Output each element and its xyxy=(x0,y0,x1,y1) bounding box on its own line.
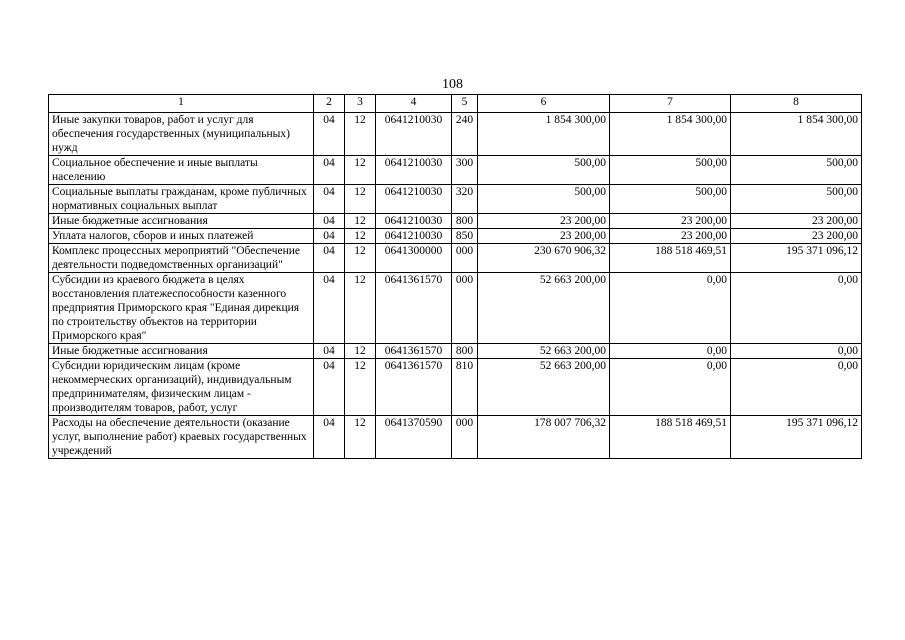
row-name-cell: Уплата налогов, сборов и иных платежей xyxy=(49,229,314,244)
target-article-cell: 0641370590 xyxy=(376,416,452,459)
amount-col7-cell: 1 854 300,00 xyxy=(610,113,731,156)
amount-col7-cell: 500,00 xyxy=(610,185,731,214)
section-code-cell: 04 xyxy=(314,113,345,156)
expense-type-cell: 240 xyxy=(452,113,478,156)
table-row xyxy=(49,359,862,416)
expense-type-cell: 810 xyxy=(452,359,478,416)
table-row xyxy=(49,244,862,273)
subsection-code-cell: 12 xyxy=(345,416,376,459)
table-body xyxy=(49,113,862,459)
target-article-cell: 0641300000 xyxy=(376,244,452,273)
amount-col6-cell: 178 007 706,32 xyxy=(478,416,610,459)
target-article-cell: 0641210030 xyxy=(376,156,452,185)
row-name-cell: Субсидии юридическим лицам (кроме некоммерческих организаций), индивидуальным предпринимателям, физическим лицам - производителям товаров, работ, услуг xyxy=(49,359,314,416)
table-row xyxy=(49,185,862,214)
budget-table xyxy=(48,94,862,459)
expense-type-cell: 000 xyxy=(452,416,478,459)
expense-type-cell: 320 xyxy=(452,185,478,214)
table-row xyxy=(49,229,862,244)
section-code-cell: 04 xyxy=(314,214,345,229)
amount-col8-cell: 500,00 xyxy=(731,185,862,214)
amount-col6-cell: 1 854 300,00 xyxy=(478,113,610,156)
page-number: 108 xyxy=(442,77,463,92)
target-article-cell: 0641361570 xyxy=(376,344,452,359)
subsection-code-cell: 12 xyxy=(345,156,376,185)
amount-col7-cell: 188 518 469,51 xyxy=(610,244,731,273)
section-code-cell: 04 xyxy=(314,244,345,273)
subsection-code-cell: 12 xyxy=(345,344,376,359)
amount-col6-cell: 500,00 xyxy=(478,185,610,214)
amount-col8-cell: 0,00 xyxy=(731,359,862,416)
amount-col7-cell: 0,00 xyxy=(610,359,731,416)
row-name-cell: Расходы на обеспечение деятельности (оказание услуг, выполнение работ) краевых государственных учреждений xyxy=(49,416,314,459)
subsection-code-cell: 12 xyxy=(345,273,376,344)
expense-type-cell: 000 xyxy=(452,273,478,344)
section-code-cell: 04 xyxy=(314,185,345,214)
target-article-cell: 0641210030 xyxy=(376,214,452,229)
amount-col7-cell: 23 200,00 xyxy=(610,214,731,229)
subsection-code-cell: 12 xyxy=(345,113,376,156)
amount-col7-cell: 0,00 xyxy=(610,273,731,344)
section-code-cell: 04 xyxy=(314,273,345,344)
amount-col8-cell: 23 200,00 xyxy=(731,214,862,229)
table-row xyxy=(49,344,862,359)
subsection-code-cell: 12 xyxy=(345,244,376,273)
amount-col7-cell: 0,00 xyxy=(610,344,731,359)
column-header: 6 xyxy=(478,95,610,113)
target-article-cell: 0641361570 xyxy=(376,359,452,416)
table-row xyxy=(49,273,862,344)
amount-col8-cell: 195 371 096,12 xyxy=(731,416,862,459)
row-name-cell: Социальные выплаты гражданам, кроме публичных нормативных социальных выплат xyxy=(49,185,314,214)
amount-col8-cell: 1 854 300,00 xyxy=(731,113,862,156)
row-name-cell: Социальное обеспечение и иные выплаты населению xyxy=(49,156,314,185)
subsection-code-cell: 12 xyxy=(345,229,376,244)
amount-col8-cell: 195 371 096,12 xyxy=(731,244,862,273)
amount-col6-cell: 52 663 200,00 xyxy=(478,359,610,416)
section-code-cell: 04 xyxy=(314,156,345,185)
amount-col6-cell: 23 200,00 xyxy=(478,229,610,244)
row-name-cell: Субсидии из краевого бюджета в целях восстановления платежеспособности казенного предприятия Приморского края "Единая дирекция по строительству объектов на территории Приморского края" xyxy=(49,273,314,344)
column-header: 1 xyxy=(49,95,314,113)
section-code-cell: 04 xyxy=(314,344,345,359)
section-code-cell: 04 xyxy=(314,359,345,416)
expense-type-cell: 800 xyxy=(452,344,478,359)
expense-type-cell: 300 xyxy=(452,156,478,185)
amount-col8-cell: 0,00 xyxy=(731,344,862,359)
row-name-cell: Иные бюджетные ассигнования xyxy=(49,214,314,229)
column-header: 3 xyxy=(345,95,376,113)
table-row xyxy=(49,416,862,459)
amount-col8-cell: 23 200,00 xyxy=(731,229,862,244)
expense-type-cell: 800 xyxy=(452,214,478,229)
row-name-cell: Иные закупки товаров, работ и услуг для обеспечения государственных (муниципальных) нужд xyxy=(49,113,314,156)
expense-type-cell: 000 xyxy=(452,244,478,273)
amount-col8-cell: 0,00 xyxy=(731,273,862,344)
subsection-code-cell: 12 xyxy=(345,214,376,229)
table-header-row xyxy=(49,95,862,113)
expense-type-cell: 850 xyxy=(452,229,478,244)
amount-col6-cell: 52 663 200,00 xyxy=(478,273,610,344)
table-row xyxy=(49,214,862,229)
column-header: 8 xyxy=(731,95,862,113)
amount-col7-cell: 500,00 xyxy=(610,156,731,185)
target-article-cell: 0641210030 xyxy=(376,229,452,244)
amount-col6-cell: 230 670 906,32 xyxy=(478,244,610,273)
section-code-cell: 04 xyxy=(314,229,345,244)
target-article-cell: 0641210030 xyxy=(376,113,452,156)
amount-col6-cell: 500,00 xyxy=(478,156,610,185)
row-name-cell: Комплекс процессных мероприятий "Обеспечение деятельности подведомственных организаций" xyxy=(49,244,314,273)
column-header: 7 xyxy=(610,95,731,113)
column-header: 4 xyxy=(376,95,452,113)
subsection-code-cell: 12 xyxy=(345,359,376,416)
table-row xyxy=(49,113,862,156)
amount-col6-cell: 52 663 200,00 xyxy=(478,344,610,359)
table-row xyxy=(49,156,862,185)
amount-col7-cell: 23 200,00 xyxy=(610,229,731,244)
section-code-cell: 04 xyxy=(314,416,345,459)
subsection-code-cell: 12 xyxy=(345,185,376,214)
amount-col8-cell: 500,00 xyxy=(731,156,862,185)
column-header: 5 xyxy=(452,95,478,113)
amount-col7-cell: 188 518 469,51 xyxy=(610,416,731,459)
amount-col6-cell: 23 200,00 xyxy=(478,214,610,229)
column-header: 2 xyxy=(314,95,345,113)
target-article-cell: 0641210030 xyxy=(376,185,452,214)
row-name-cell: Иные бюджетные ассигнования xyxy=(49,344,314,359)
target-article-cell: 0641361570 xyxy=(376,273,452,344)
